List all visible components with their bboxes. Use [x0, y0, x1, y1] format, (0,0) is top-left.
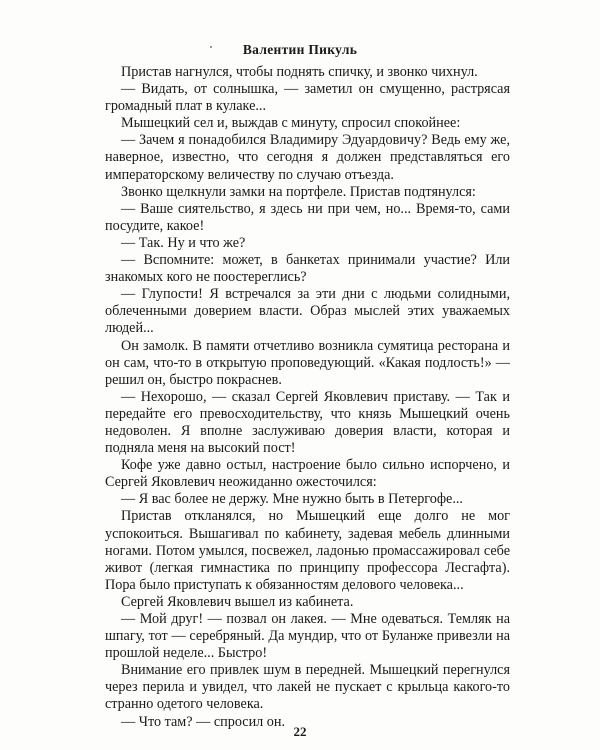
- paragraph: — Видать, от солнышка, — заметил он смущенно, растрясая громадный плат в кулаке...: [105, 81, 510, 115]
- paragraph: Он замолк. В памяти отчетливо возникла сумятица ресторана и он сам, что-то в открытую проповедующий. «Какая подлость!» — решил он, быстро покраснев.: [105, 337, 510, 388]
- paragraph: Мышецкий сел и, выждав с минуту, спросил спокойнее:: [121, 115, 461, 132]
- paragraph: Пристав откланялся, но Мышецкий еще долго не мог успокоиться. Вышагивал по кабинету, задевая мебель длинными ногами. Потом умылся, посвежел, ладонью промассажировал себе живот (легкая гимнастика по принципу профессора Лесгафта). Пора было приступать к обязанностям делового человека...: [105, 508, 510, 593]
- running-head-author: Валентин Пикуль: [242, 42, 358, 57]
- paragraph: — Я вас более не держу. Мне нужно быть в Петергофе...: [121, 491, 463, 508]
- body-text: [105, 64, 510, 731]
- paragraph: — Нехорошо, — сказал Сергей Яковлевич приставу. — Так и передайте его превосходительству, что князь Мышецкий очень недоволен. Я вполне заслуживаю доверия власти, которая и подняла меня на высокий пост!: [105, 388, 510, 457]
- paragraph: Сергей Яковлевич вышел из кабинета.: [121, 593, 354, 610]
- paragraph: — Что там? — спросил он.: [121, 713, 286, 730]
- paragraph: Звонко щелкнули замки на портфеле. Пристав подтянулся:: [121, 183, 476, 200]
- paragraph: Кофе уже давно остыл, настроение было сильно испорчено, и Сергей Яковлевич неожиданно ожесточился:: [105, 457, 510, 491]
- paragraph: — Зачем я понадобился Владимиру Эдуардовичу? Ведь ему же, наверное, известно, что сегодня я должен представляться его императорскому величеству по случаю отъезда.: [105, 132, 510, 183]
- paragraph: Внимание его привлек шум в передней. Мышецкий перегнулся через перила и увидел, что лакей не пускает с крыльца какого-то странно одетого человека.: [105, 662, 510, 713]
- paragraph: — Глупости! Я встречался за эти дни с людьми солидными, облеченными доверием власти. Образ мыслей этих уважаемых людей...: [105, 286, 510, 337]
- paragraph: — Так. Ну и что же?: [121, 234, 246, 251]
- paragraph: — Ваше сиятельство, я здесь ни при чем, но... Время-то, сами посудите, какое!: [105, 200, 510, 234]
- paragraph: — Мой друг! — позвал он лакея. — Мне одеваться. Темляк на шпагу, тот — серебряный. Да мундир, что от Буланже привезли на прошлой неделе... Быстро!: [105, 611, 510, 662]
- page-number: 22: [293, 724, 307, 739]
- paragraph: Пристав нагнулся, чтобы поднять спичку, и звонко чихнул.: [121, 64, 478, 80]
- paragraph: — Вспомните: может, в банкетах принимали участие? Или знакомых кого не поостереглись?: [105, 252, 510, 286]
